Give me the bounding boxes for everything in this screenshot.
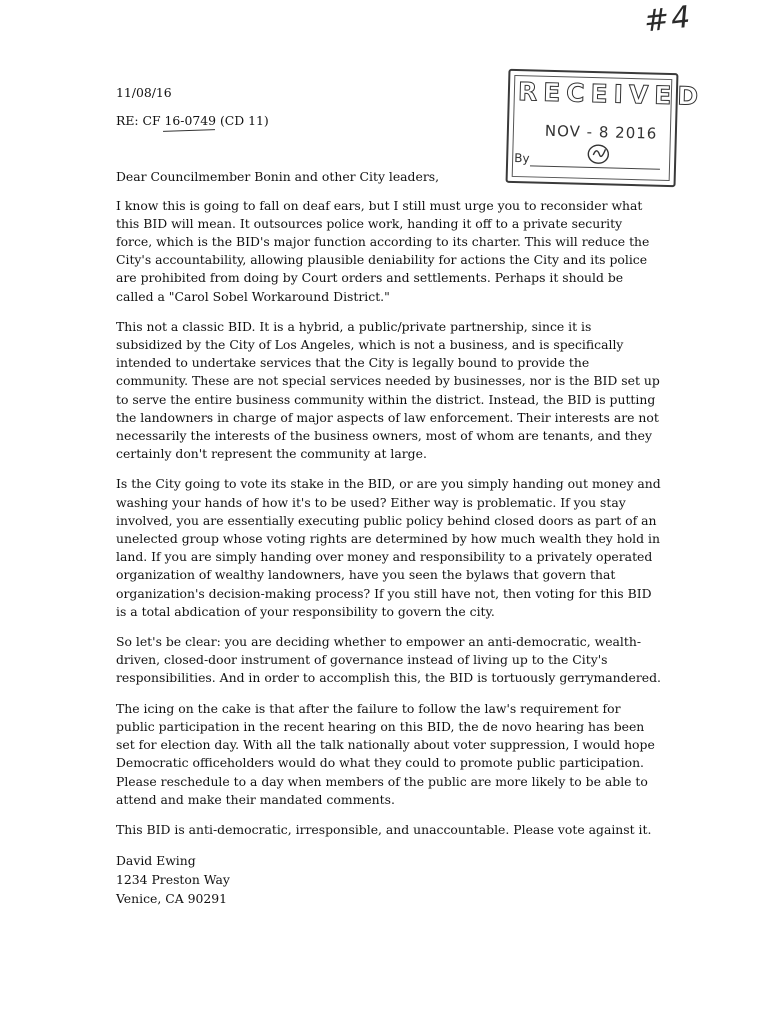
handwritten-page-number: #4 — [642, 0, 694, 40]
salutation: Dear Councilmember Bonin and other City leaders, — [116, 169, 440, 185]
reference-prefix: RE: CF — [116, 113, 165, 129]
paragraph-5: The icing on the cake is that after the failure to follow the law's requirement for public participation in the recent hearing on this BID, the de novo hearing has been set for election day. With all the talk nationally about voter suppression, I would hope Democratic officeholders would do what they could to promote public participation. Please reschedule to a day when members of the public are more likely to be able to attend and make their mandated comments. — [116, 700, 655, 807]
paragraph-2: This not a classic BID. It is a hybrid, a public/private partnership, since it is subsidized by the City of Los Angeles, which is not a business, and is specifically intended to undertake services that the City is legally bound to provide the community. These are not special services needed by businesses, nor is the BID set up to serve the entire business community within the district. Instead, the BID is putting the landowners in charge of major aspects of law enforcement. Their interests are not necessarily the interests of the business owners, most of whom are tenants, and they certainly don't represent the community at large. — [116, 318, 660, 462]
signer-name: David Ewing — [116, 853, 196, 869]
paragraph-3: Is the City going to vote its stake in the BID, or are you simply handing out money and washing your hands of how it's to be used? Either way is problematic. If you stay involved, you are essentially executing public policy behind closed doors as part of an unelected group whose voting rights are determined by how much wealth they hold in land. If you are simply handing over money and responsibility to a privately operated organization of wealthy landowners, have you seen the bylaws that govern that organization's decision-making process? If you still have not, then voting for this BID is a total abdication of your responsibility to govern the city. — [116, 476, 661, 619]
paragraph-6: This BID is anti-democratic, irresponsible, and unaccountable. Please vote against it. — [116, 821, 652, 837]
letter-body — [116, 84, 661, 908]
paragraph-4: So let's be clear: you are deciding whether to empower an anti-democratic, wealth-driven, closed-door instrument of governance instead of living up to the City's responsibilities. And in order to accomplish this, the BID is tortuously gerrymandered. — [116, 634, 661, 686]
signer-city: Venice, CA 90291 — [116, 891, 228, 907]
reference-number: 16-0749 — [164, 113, 217, 129]
stamp-date: NOV - 8 2016 — [544, 121, 658, 143]
letter-date: 11/08/16 — [116, 85, 172, 100]
stamp-title: RECEIVED — [517, 77, 705, 111]
signer-street: 1234 Preston Way — [116, 872, 230, 888]
reference-suffix: (CD 11) — [216, 113, 269, 129]
letter-reference — [116, 112, 661, 130]
stamp-by-label: By — [514, 150, 530, 166]
signature-block — [116, 851, 661, 908]
paragraph-1: I know this is going to fall on deaf ears, but I still must urge you to reconsider what this BID will mean. It outsources police work, handing it off to a private security force, which is the BID's major function according to its charter. This will reduce the City's accountability, allowing plausible deniability for actions the City and its police are prohibited from doing by Court orders and settlements. Perhaps it should be called a "Carol Sobel Workaround District." — [116, 197, 650, 304]
